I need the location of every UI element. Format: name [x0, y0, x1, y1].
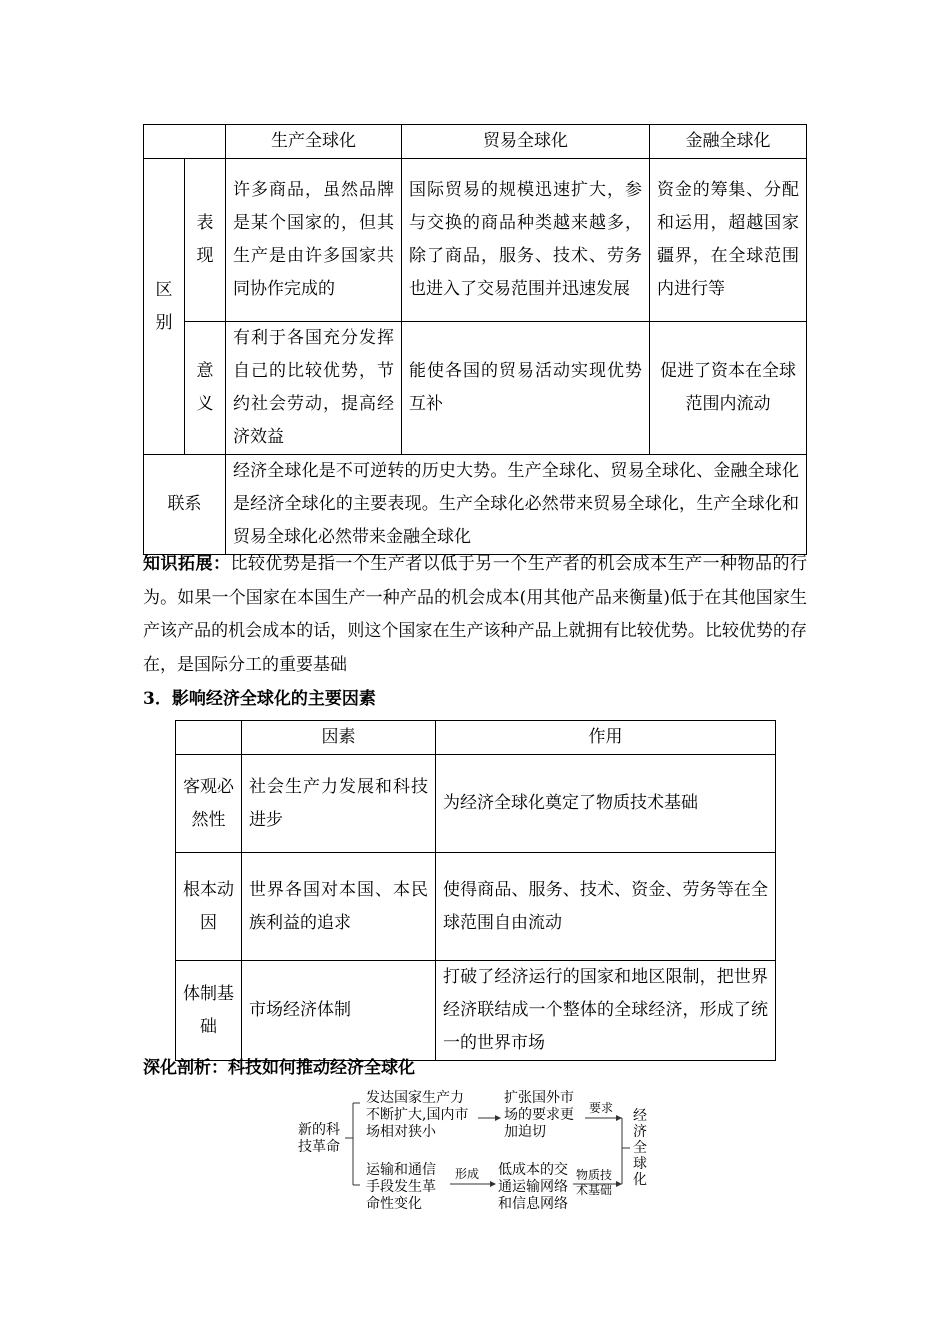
section3-title: 3．影响经济全球化的主要因素 — [143, 689, 376, 709]
row-effect: 打破了经济运行的国家和地区限制，把世界经济联结成一个整体的全球经济，形成了统一的世界市场 — [436, 961, 776, 1061]
flow-end: 经 济 全 球 化 — [633, 1108, 647, 1188]
table1-lianxi-row — [144, 455, 807, 555]
header-production: 生产全球化 — [226, 125, 402, 159]
row-factor: 世界各国对本国、本民族利益的追求 — [242, 853, 436, 961]
extension-text: 比较优势是指一个生产者以低于另一个生产者的机会成本生产一种物品的行为。如果一个国家在本国生产一种产品的机会成本(用其他产品来衡量)低于在其他国家生产该产品的机会成本的话，则这个国家在生产该种产品上就拥有比较优势。比较优势的存在，是国际分工的重要基础 — [143, 554, 808, 675]
biaoxian-production: 许多商品，虽然品牌是某个国家的，但其生产是由许多国家共同协作完成的 — [226, 159, 402, 322]
arrowhead-bottom-1 — [490, 1181, 496, 1187]
deep-analysis-title: 深化剖析：科技如何推动经济全球化 — [143, 1058, 415, 1078]
header-finance: 金融全球化 — [650, 125, 807, 159]
lianxi-text: 经济全球化是不可逆转的历史大势。生产全球化、贸易全球化、金融全球化是经济全球化的主要表现。生产全球化必然带来贸易全球化，生产全球化和贸易全球化必然带来金融全球化 — [226, 455, 807, 555]
flow-bottom-1: 运输和通信 手段发生革 命性变化 — [366, 1162, 436, 1212]
row-effect: 为经济全球化奠定了物质技术基础 — [436, 755, 776, 853]
table2-corner-cell — [176, 721, 242, 755]
flow-top-2: 扩张国外市 场的要求更 加迫切 — [504, 1090, 574, 1140]
header-effect: 作用 — [436, 721, 776, 755]
yiyi-production: 有利于各国充分发挥自己的比较优势，节约社会劳动，提高经济效益 — [226, 322, 402, 455]
factors-table — [175, 720, 776, 1061]
header-trade: 贸易全球化 — [402, 125, 650, 159]
globalization-comparison-table — [143, 124, 807, 555]
row-label: 客观必然性 — [176, 755, 242, 853]
row-label: 体制基础 — [176, 961, 242, 1061]
flow-bottom-arrow-label-2: 物质技 术基础 — [576, 1168, 613, 1197]
flow-start: 新的科 技革命 — [298, 1122, 340, 1155]
row-factor: 社会生产力发展和科技进步 — [242, 755, 436, 853]
table2-row — [176, 755, 776, 853]
flow-diagram — [290, 1088, 670, 1218]
arrowhead-top-2 — [616, 1115, 622, 1121]
biaoxian-trade: 国际贸易的规模迅速扩大，参与交换的商品种类越来越多，除了商品，服务、技术、劳务也进入了交易范围并迅速发展 — [402, 159, 650, 322]
row-label: 根本动因 — [176, 853, 242, 961]
yiyi-label: 意义 — [185, 322, 226, 455]
table1-corner-cell — [144, 125, 226, 159]
arrowhead-bottom-2 — [616, 1181, 622, 1187]
biaoxian-finance: 资金的筹集、分配和运用，超越国家疆界，在全球范围内进行等 — [650, 159, 807, 322]
row-factor: 市场经济体制 — [242, 961, 436, 1061]
flow-bottom-arrow-label-1: 形成 — [455, 1167, 480, 1181]
arrowhead-top-1 — [495, 1115, 501, 1121]
table2-row — [176, 853, 776, 961]
diff-label: 区别 — [144, 159, 185, 455]
table1-biaoxian-row — [144, 159, 807, 322]
extension-label: 知识拓展： — [143, 554, 231, 574]
flow-bottom-2: 低成本的交 通运输网络 和信息网络 — [498, 1162, 568, 1212]
table2-row — [176, 961, 776, 1061]
flow-top-1: 发达国家生产力 不断扩大,国内市 场相对狭小 — [366, 1090, 469, 1140]
table1-yiyi-row — [144, 322, 807, 455]
lianxi-label: 联系 — [144, 455, 226, 555]
row-effect: 使得商品、服务、技术、资金、劳务等在全球范围自由流动 — [436, 853, 776, 961]
header-factor: 因素 — [242, 721, 436, 755]
knowledge-extension — [143, 548, 807, 682]
table2-header-row — [176, 721, 776, 755]
yiyi-finance: 促进了资本在全球范围内流动 — [650, 322, 807, 455]
table1-header-row — [144, 125, 807, 159]
yiyi-trade: 能使各国的贸易活动实现优势互补 — [402, 322, 650, 455]
biaoxian-label: 表现 — [185, 159, 226, 322]
flow-top-arrow-label: 要求 — [589, 1101, 614, 1115]
